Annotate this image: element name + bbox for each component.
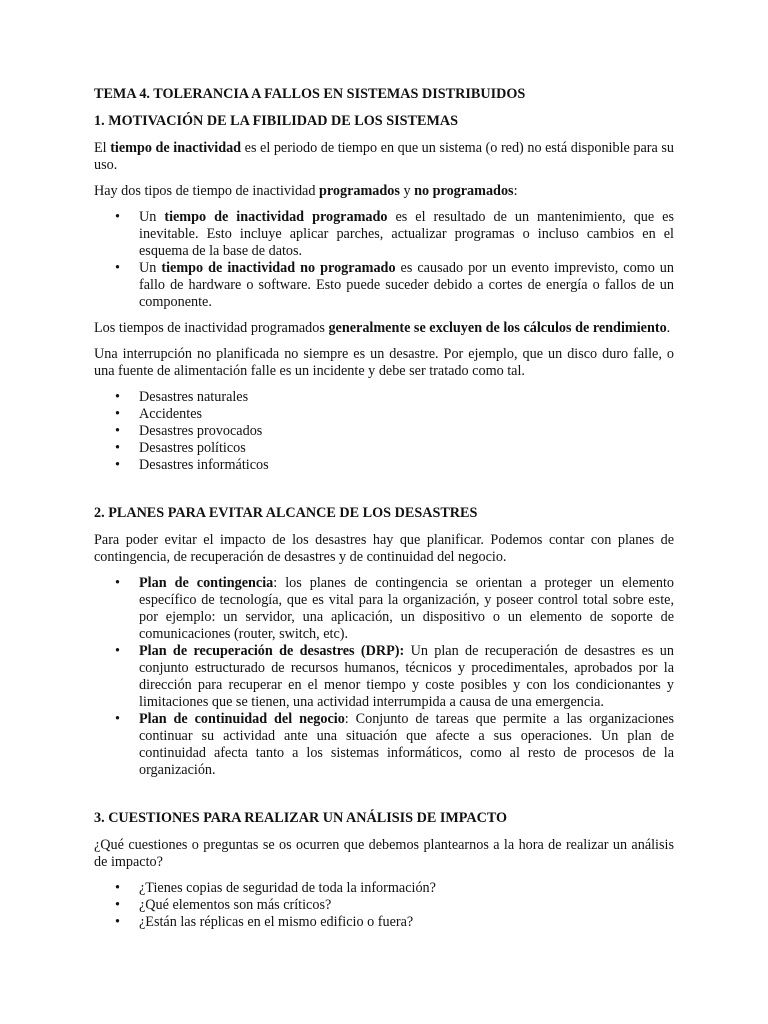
impact-questions-list <box>94 880 674 931</box>
list-item: • Plan de recuperación de desastres (DRP): Un plan de recuperación de desastres es un conjunto estructurado de recursos humanos, técnicos y procedimentales, aprobados por la dirección para recuperar en el menor tiempo y coste posibles y con los condicionantes y limitaciones que se tienen, una actividad interrumpida a causa de una emergencia. <box>94 643 674 711</box>
list-item: • Plan de continuidad del negocio: Conjunto de tareas que permite a las organizaciones continuar su actividad ante una situación que afecte a sus operaciones. Un plan de continuidad afecta tanto a los sistemas informáticos, como al resto de procesos de la organización. <box>94 711 674 779</box>
section-1-paragraph-3: Los tiempos de inactividad programados generalmente se excluyen de los cálculos de rendimiento. <box>94 320 671 336</box>
list-item: • ¿Están las réplicas en el mismo edificio o fuera? <box>94 914 674 931</box>
section-1-paragraph-1: El tiempo de inactividad es el periodo de tiempo en que un sistema (o red) no está disponible para su uso. <box>94 140 674 173</box>
list-item: • ¿Qué elementos son más críticos? <box>94 897 674 914</box>
section-1-paragraph-4: Una interrupción no planificada no siempre es un desastre. Por ejemplo, que un disco duro falle, o una fuente de alimentación falle es un incidente y debe ser tratado como tal. <box>94 346 674 379</box>
list-item: • Desastres políticos <box>94 440 674 457</box>
list-item: • Un tiempo de inactividad no programado es causado por un evento imprevisto, como un fallo de hardware o software. Esto puede suceder debido a cortes de energía o fallos de un componente. <box>94 260 674 311</box>
disaster-types-list <box>94 389 674 474</box>
list-item: • Desastres informáticos <box>94 457 674 474</box>
section-2-paragraph-1: Para poder evitar el impacto de los desastres hay que planificar. Podemos contar con planes de contingencia, de recuperación de desastres y de continuidad del negocio. <box>94 532 674 565</box>
section-3-paragraph-1: ¿Qué cuestiones o preguntas se os ocurren que debemos plantearnos a la hora de realizar un análisis de impacto? <box>94 837 674 870</box>
document-title: TEMA 4. TOLERANCIA A FALLOS EN SISTEMAS DISTRIBUIDOS <box>94 86 526 102</box>
section-2-heading: 2. PLANES PARA EVITAR ALCANCE DE LOS DESASTRES <box>94 505 478 521</box>
downtime-types-list <box>94 209 674 311</box>
section-1-paragraph-2: Hay dos tipos de tiempo de inactividad programados y no programados: <box>94 183 518 199</box>
list-item: • Un tiempo de inactividad programado es el resultado de un mantenimiento, que es inevitable. Esto incluye aplicar parches, actualizar programas o incluso cambios en el esquema de la base de datos. <box>94 209 674 260</box>
list-item: • Desastres provocados <box>94 423 674 440</box>
list-item: • Desastres naturales <box>94 389 674 406</box>
list-item: • Accidentes <box>94 406 674 423</box>
plans-list <box>94 575 674 779</box>
section-3-heading: 3. CUESTIONES PARA REALIZAR UN ANÁLISIS DE IMPACTO <box>94 810 508 826</box>
section-1-heading: 1. MOTIVACIÓN DE LA FIBILIDAD DE LOS SISTEMAS <box>94 113 458 129</box>
list-item: • Plan de contingencia: los planes de contingencia se orientan a proteger un elemento específico de tecnología, que es vital para la organización, y poseer control total sobre este, por ejemplo: un servidor, una aplicación, un dispositivo o un elemento de soporte de comunicaciones (router, switch, etc). <box>94 575 674 643</box>
list-item: • ¿Tienes copias de seguridad de toda la información? <box>94 880 674 897</box>
